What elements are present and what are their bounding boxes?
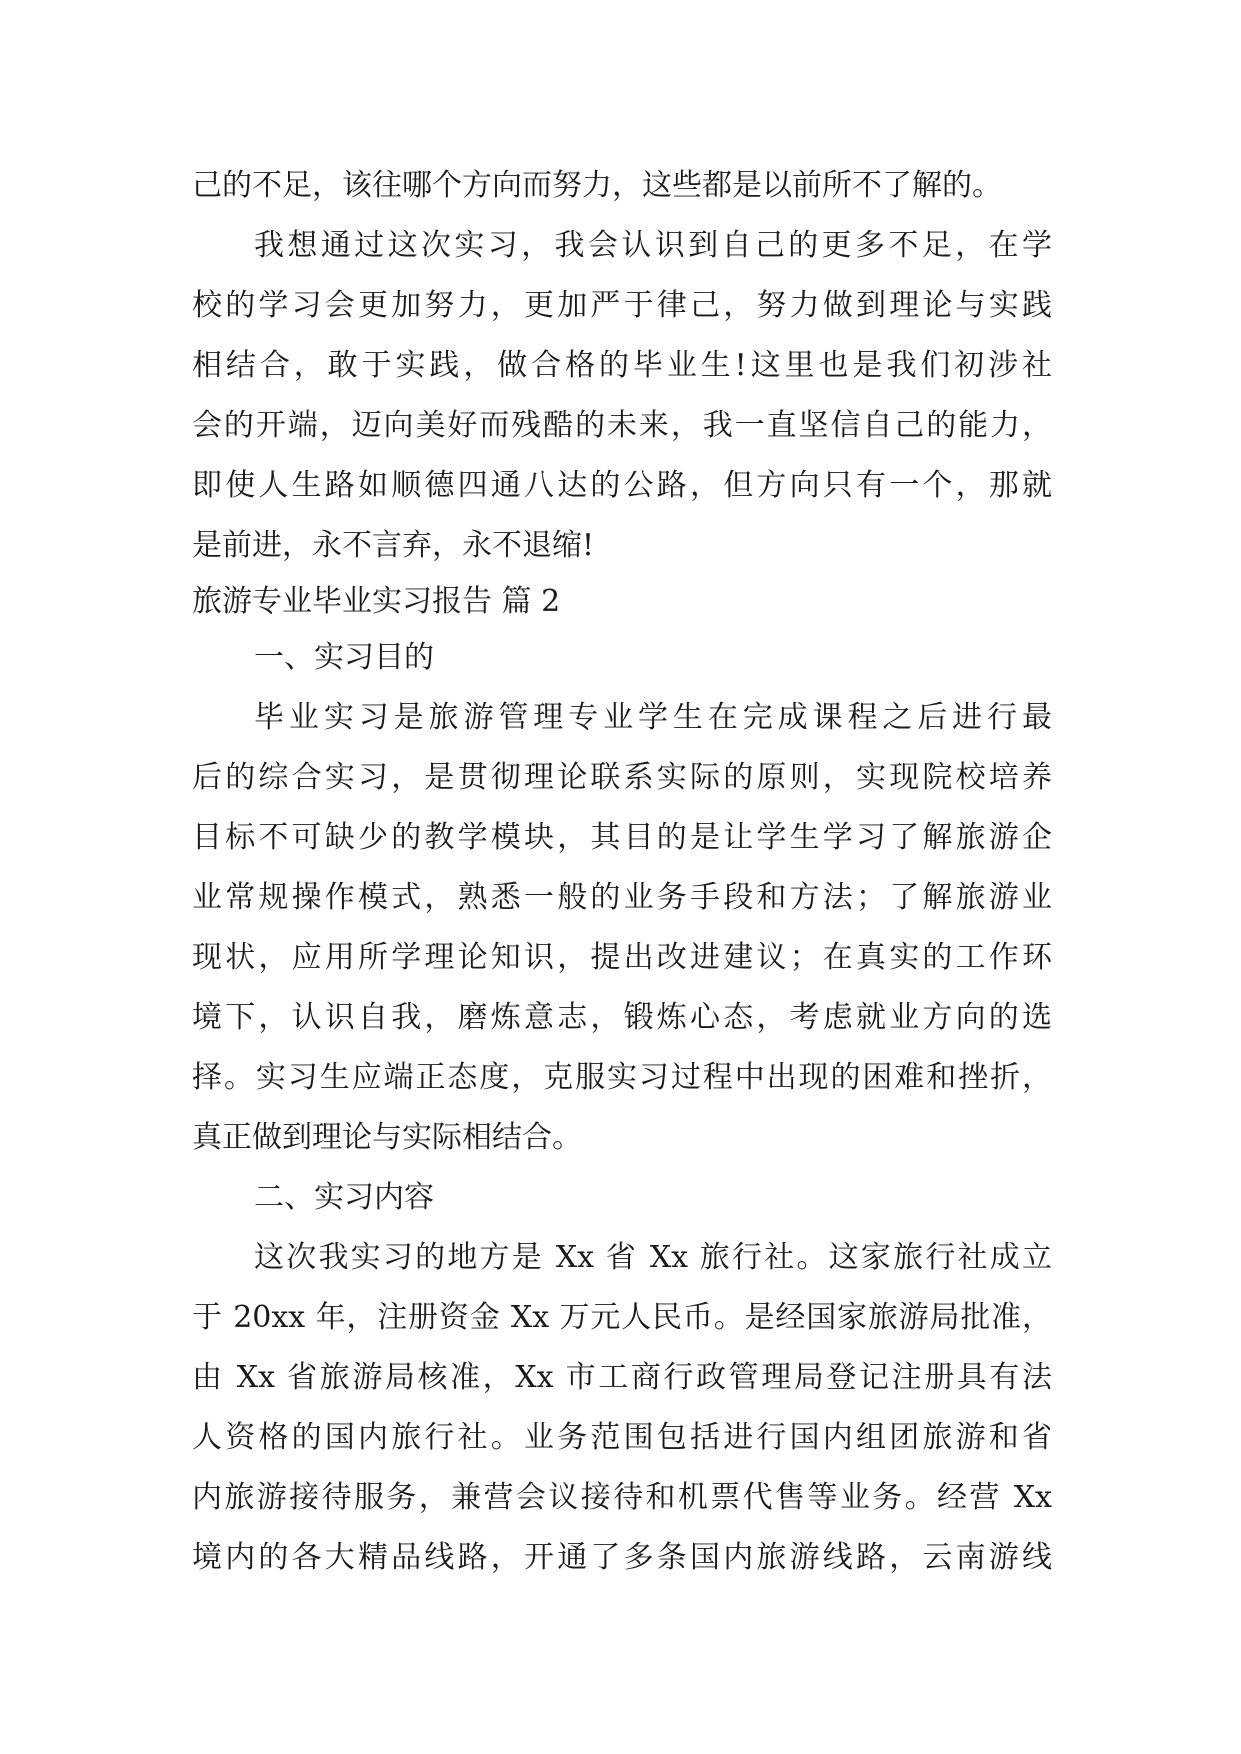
section-heading: 一、实习目的 bbox=[254, 640, 434, 675]
paragraph-line: 由 Xx 省旅游局核准，Xx 市工商行政管理局登记注册具有法 bbox=[192, 1360, 1052, 1395]
paragraph-line: 目标不可缺少的教学模块，其目的是让学生学习了解旅游企 bbox=[192, 820, 1052, 855]
paragraph-line: 即使人生路如顺德四通八达的公路，但方向只有一个，那就 bbox=[192, 468, 1052, 503]
paragraph-line: 于 20xx 年，注册资金 Xx 万元人民币。是经国家旅游局批准， bbox=[192, 1300, 1052, 1335]
paragraph-line: 境内的各大精品线路，开通了多条国内旅游线路，云南游线 bbox=[192, 1540, 1052, 1575]
document-title: 旅游专业毕业实习报告 篇 2 bbox=[192, 584, 561, 619]
paragraph-line: 相结合，敢于实践，做合格的毕业生!这里也是我们初涉社 bbox=[192, 348, 1052, 383]
paragraph-line: 是前进，永不言弃，永不退缩! bbox=[192, 528, 595, 563]
paragraph-line: 择。实习生应端正态度，克服实习过程中出现的困难和挫折， bbox=[192, 1060, 1052, 1095]
paragraph-line: 人资格的国内旅行社。业务范围包括进行国内组团旅游和省 bbox=[192, 1420, 1052, 1455]
paragraph-line: 后的综合实习，是贯彻理论联系实际的原则，实现院校培养 bbox=[192, 760, 1052, 795]
paragraph-line: 业常规操作模式，熟悉一般的业务手段和方法；了解旅游业 bbox=[192, 880, 1052, 915]
section-heading: 二、实习内容 bbox=[254, 1180, 434, 1215]
paragraph-line: 己的不足，该往哪个方向而努力，这些都是以前所不了解的。 bbox=[192, 168, 1002, 203]
paragraph-line: 真正做到理论与实际相结合。 bbox=[192, 1120, 582, 1155]
paragraph-line: 毕业实习是旅游管理专业学生在完成课程之后进行最 bbox=[254, 700, 1052, 735]
paragraph-line: 现状，应用所学理论知识，提出改进建议；在真实的工作环 bbox=[192, 940, 1052, 975]
paragraph-line: 会的开端，迈向美好而残酷的未来，我一直坚信自己的能力， bbox=[192, 408, 1052, 443]
paragraph-line: 我想通过这次实习，我会认识到自己的更多不足，在学 bbox=[254, 228, 1052, 263]
paragraph-line: 内旅游接待服务，兼营会议接待和机票代售等业务。经营 Xx bbox=[192, 1480, 1052, 1515]
paragraph-line: 这次我实习的地方是 Xx 省 Xx 旅行社。这家旅行社成立 bbox=[254, 1240, 1052, 1275]
paragraph-line: 校的学习会更加努力，更加严于律己，努力做到理论与实践 bbox=[192, 288, 1052, 323]
paragraph-line: 境下，认识自我，磨炼意志，锻炼心态，考虑就业方向的选 bbox=[192, 1000, 1052, 1035]
